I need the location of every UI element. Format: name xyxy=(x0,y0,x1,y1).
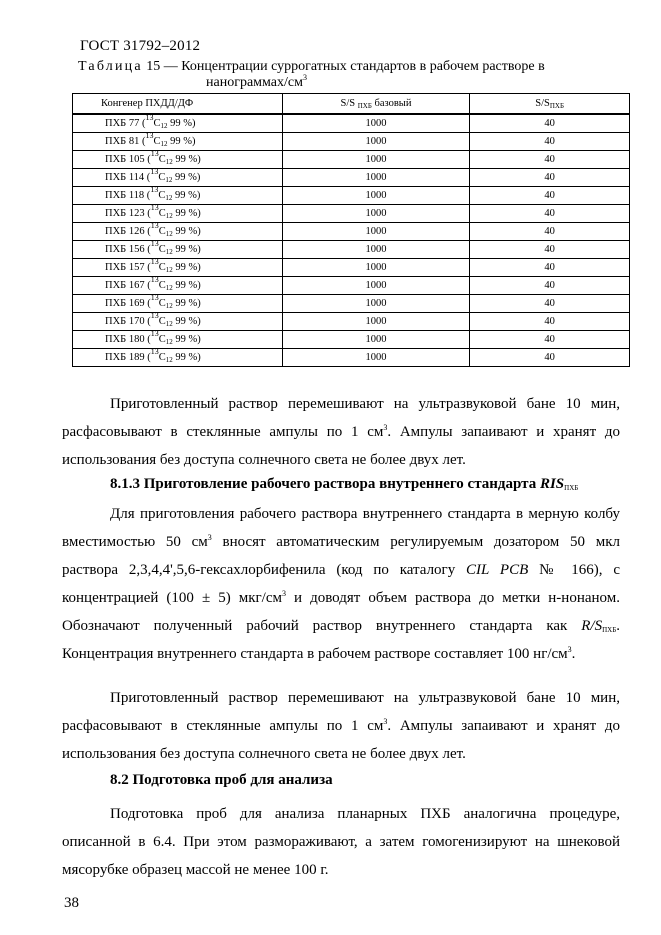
congener-cell: ПХБ 81 ($^{13}С_{12}$ 99 %) xyxy=(73,133,283,151)
table-row xyxy=(73,223,630,241)
working-concentration-cell: 40 xyxy=(470,133,630,151)
congener-cell: ПХБ 157 ($^{13}С_{12}$ 99 %) xyxy=(73,259,283,277)
table-caption-label: Таблица xyxy=(78,59,143,74)
table-row xyxy=(73,205,630,223)
congener-cell: ПХБ 167 ($^{13}С_{12}$ 99 %) xyxy=(73,277,283,295)
table-header-row xyxy=(73,94,630,115)
congener-cell: ПХБ 118 ($^{13}С_{12}$ 99 %) xyxy=(73,187,283,205)
column-header-congener: Конгенер ПХДД/ДФ xyxy=(73,94,283,115)
base-concentration-cell: 1000 xyxy=(282,114,470,133)
table-row xyxy=(73,349,630,367)
column-header-working: $S/S_{ПХБ}$ xyxy=(470,94,630,115)
base-concentration-cell: 1000 xyxy=(282,313,470,331)
working-concentration-cell: 40 xyxy=(470,313,630,331)
paragraph-sonication-1: Приготовленный раствор перемешивают на ультразвуковой бане 10 мин, расфасовывают в стеклянные ампулы по 1 $см^3$. Ампулы запаивают и хранят до использования без доступа солнечного света не более двух лет. xyxy=(62,396,620,468)
working-concentration-cell: 40 xyxy=(470,223,630,241)
document-header: ГОСТ 31792–2012 xyxy=(80,38,201,54)
table-row xyxy=(73,114,630,133)
working-concentration-cell: 40 xyxy=(470,259,630,277)
congener-cell: ПХБ 156 ($^{13}С_{12}$ 99 %) xyxy=(73,241,283,259)
base-concentration-cell: 1000 xyxy=(282,277,470,295)
table-body xyxy=(73,114,630,367)
table-row xyxy=(73,331,630,349)
table-caption-number: 15 xyxy=(146,59,161,74)
base-concentration-cell: 1000 xyxy=(282,295,470,313)
table-caption xyxy=(78,59,638,91)
working-concentration-cell: 40 xyxy=(470,187,630,205)
base-concentration-cell: 1000 xyxy=(282,259,470,277)
table-row xyxy=(73,259,630,277)
working-concentration-cell: 40 xyxy=(470,295,630,313)
table-caption-title: — Концентрации суррогатных стандартов в рабочем растворе в xyxy=(163,59,545,74)
working-concentration-cell: 40 xyxy=(470,151,630,169)
table-row xyxy=(73,169,630,187)
congener-cell: ПХБ 105 ($^{13}С_{12}$ 99 %) xyxy=(73,151,283,169)
working-concentration-cell: 40 xyxy=(470,277,630,295)
paragraph-sample-prep: Подготовка проб для анализа планарных ПХБ аналогична процедуре, описанной в 6.4. При этом размораживают, а затем гомогенизируют на шнековой мясорубке образец массой не менее 100 г. xyxy=(62,806,620,878)
base-concentration-cell: 1000 xyxy=(282,349,470,367)
congener-cell: ПХБ 189 ($^{13}С_{12}$ 99 %) xyxy=(73,349,283,367)
table-row xyxy=(73,313,630,331)
working-concentration-cell: 40 xyxy=(470,205,630,223)
base-concentration-cell: 1000 xyxy=(282,205,470,223)
congener-cell: ПХБ 77 ($^{13}С_{12}$ 99 %) xyxy=(73,114,283,133)
congener-cell: ПХБ 126 ($^{13}С_{12}$ 99 %) xyxy=(73,223,283,241)
base-concentration-cell: 1000 xyxy=(282,151,470,169)
table-caption-title-cont: нанограммах/$см^3$ xyxy=(206,73,307,90)
table-row xyxy=(73,295,630,313)
base-concentration-cell: 1000 xyxy=(282,331,470,349)
working-concentration-cell: 40 xyxy=(470,114,630,133)
base-concentration-cell: 1000 xyxy=(282,133,470,151)
base-concentration-cell: 1000 xyxy=(282,241,470,259)
paragraph-sonication-2: Приготовленный раствор перемешивают на ультразвуковой бане 10 мин, расфасовывают в стеклянные ампулы по 1 $см^3$. Ампулы запаивают и хранят до использования без доступа солнечного света не более двух лет. xyxy=(62,690,620,762)
congener-cell: ПХБ 180 ($^{13}С_{12}$ 99 %) xyxy=(73,331,283,349)
table-row xyxy=(73,241,630,259)
section-heading-8-2: 8.2 Подготовка проб для анализа xyxy=(110,772,333,788)
page-number: 38 xyxy=(64,895,79,911)
surrogate-standards-table xyxy=(72,93,630,367)
table-row xyxy=(73,277,630,295)
working-concentration-cell: 40 xyxy=(470,331,630,349)
congener-cell: ПХБ 114 ($^{13}С_{12}$ 99 %) xyxy=(73,169,283,187)
working-concentration-cell: 40 xyxy=(470,241,630,259)
congener-cell: ПХБ 123 ($^{13}С_{12}$ 99 %) xyxy=(73,205,283,223)
congener-cell: ПХБ 169 ($^{13}С_{12}$ 99 %) xyxy=(73,295,283,313)
column-header-base: S/S $_{ПХБ}$ базовый xyxy=(282,94,470,115)
congener-cell: ПХБ 170 ($^{13}С_{12}$ 99 %) xyxy=(73,313,283,331)
working-concentration-cell: 40 xyxy=(470,169,630,187)
table-row xyxy=(73,151,630,169)
base-concentration-cell: 1000 xyxy=(282,187,470,205)
working-concentration-cell: 40 xyxy=(470,349,630,367)
base-concentration-cell: 1000 xyxy=(282,223,470,241)
paragraph-internal-standard: Для приготовления рабочего раствора внутреннего стандарта в мерную колбу вместимостью 50 $см^3$ вносят автоматическим регулируемым дозатором 50 мкл раствора 2,3,4,4',5,6-гексахлорбифенила (код по каталогу CIL PCB № 166), с концентрацией (100 ± 5) мкг/$см^3$ и доводят объем раствора до метки н-нонаном. Обозначают полученный рабочий раствор внутреннего стандарта как $R/S_{ПХБ}$. Концентрация внутреннего стандарта в рабочем растворе составляет 100 $нг/см^3$. xyxy=(62,506,621,662)
section-heading-8-1-3: 8.1.3 Приготовление рабочего раствора внутреннего стандарта $RIS_{ПХБ}$ xyxy=(110,476,579,492)
table-row xyxy=(73,133,630,151)
table-row xyxy=(73,187,630,205)
base-concentration-cell: 1000 xyxy=(282,169,470,187)
